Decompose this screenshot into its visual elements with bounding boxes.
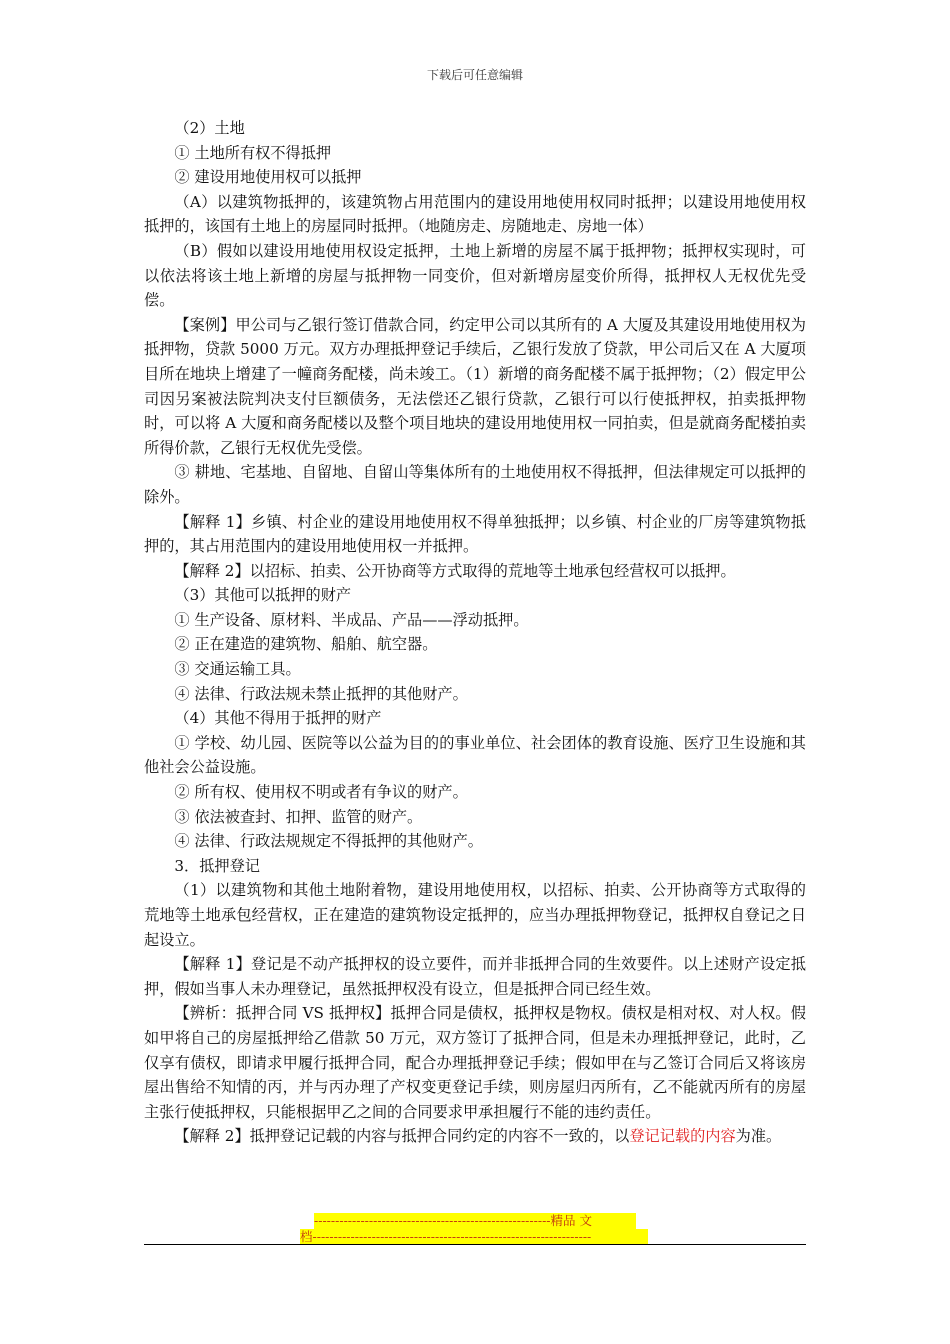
paragraph: ② 建设用地使用权可以抵押 [174, 168, 362, 187]
text-run: 为准。 [735, 1127, 782, 1146]
paragraph: ① 生产设备、原材料、半成品、产品——浮动抵押。 [174, 610, 529, 629]
paragraph: ① 土地所有权不得抵押 [174, 143, 332, 162]
footer-line-1: --------------------------------------------------------精品 文 [314, 1213, 636, 1229]
paragraph: （1）以建筑物和其他土地附着物，建设用地使用权，以招标、拍卖、公开协商等方式取得的荒地等土地承包经营权，正在建造的建筑物设定抵押的，应当办理抵押物登记，抵押权自登记之日起设立。 [144, 881, 806, 949]
paragraph: （A）以建筑物抵押的，该建筑物占用范围内的建设用地使用权同时抵押；以建设用地使用权抵押的，该国有土地上的房屋同时抵押。（地随房走、房随地走、房地一体） [144, 192, 806, 236]
paragraph: ③ 依法被查封、扣押、监管的财产。 [174, 807, 423, 826]
paragraph: ② 正在建造的建筑物、船舶、航空器。 [174, 635, 438, 654]
footer-rule [144, 1244, 806, 1245]
page-header: 下载后可任意编辑 [426, 68, 523, 82]
explanation-paragraph: 【解释 1】登记是不动产抵押权的设立要件，而并非抵押合同的生效要件。以上述财产设定抵押，假如当事人未办理登记，虽然抵押权没有设立，但是抵押合同已经生效。 [144, 955, 806, 998]
explanation-paragraph-last [144, 1124, 806, 1149]
paragraph: ④ 法律、行政法规规定不得抵押的其他财产。 [174, 832, 483, 851]
paragraph: ① 学校、幼儿园、医院等以公益为目的的事业单位、社会团体的教育设施、医疗卫生设施和其他社会公益设施。 [144, 733, 806, 777]
paragraph: （3）其他可以抵押的财产 [174, 586, 352, 605]
footer-watermark [300, 1213, 650, 1245]
document-body [144, 116, 806, 1149]
paragraph: （2）土地 [174, 119, 245, 137]
section-heading: 3．抵押登记 [174, 856, 260, 875]
explanation-paragraph: 【解释 1】乡镇、村企业的建设用地使用权不得单独抵押；以乡镇、村企业的厂房等建筑物抵押的，其占用范围内的建设用地使用权一并抵押。 [144, 512, 806, 556]
text-run: 【解释 2】抵押登记记载的内容与抵押合同约定的内容不一致的，以 [174, 1127, 630, 1146]
paragraph: ③ 耕地、宅基地、自留地、自留山等集体所有的土地使用权不得抵押，但法律规定可以抵押的除外。 [144, 463, 806, 506]
paragraph: （4）其他不得用于抵押的财产 [174, 709, 382, 728]
explanation-paragraph: 【解释 2】以招标、拍卖、公开协商等方式取得的荒地等土地承包经营权可以抵押。 [174, 561, 736, 580]
highlighted-text: 登记记载的内容 [629, 1127, 736, 1146]
paragraph: ② 所有权、使用权不明或者有争议的财产。 [174, 783, 468, 802]
footer-line-2: 档------------------------------------------------------------------ [300, 1229, 648, 1245]
analysis-paragraph: 【辨析：抵押合同 VS 抵押权】抵押合同是债权，抵押权是物权。债权是相对权、对人权。假如甲将自己的房屋抵押给乙借款 50 万元，双方签订了抵押合同，但是未办理抵押登记，此时，乙仅享有债权，即请求甲履行抵押合同，配合办理抵押登记手续；假如甲在与乙签订合同后又将该房屋出售给不知情的丙，并与丙办理了产权变更登记手续，则房屋归丙所有，乙不能就丙所有的房屋主张行使抵押权，只能根据甲乙之间的合同要求甲承担履行不能的违约责任。 [144, 1004, 806, 1121]
paragraph: ④ 法律、行政法规未禁止抵押的其他财产。 [174, 684, 468, 703]
case-paragraph: 【案例】甲公司与乙银行签订借款合同，约定甲公司以其所有的 A 大厦及其建设用地使用权为抵押物，贷款 5000 万元。双方办理抵押登记手续后，乙银行发放了贷款，甲公司后又在 A 大厦项目所在地块上增建了一幢商务配楼，尚未竣工。（1）新增的商务配楼不属于抵押物；（2）假定甲公司因另案被法院判决支付巨额债务，无法偿还乙银行贷款，乙银行可以行使抵押权，拍卖抵押物时，可以将 A 大厦和商务配楼以及整个项目地块的建设用地使用权一同拍卖，但是就商务配楼拍卖所得价款，乙银行无权优先受偿。 [144, 315, 806, 457]
paragraph: （B）假如以建设用地使用权设定抵押，土地上新增的房屋不属于抵押物；抵押权实现时，可以依法将该土地上新增的房屋与抵押物一同变价，但对新增房屋变价所得，抵押权人无权优先受偿。 [144, 241, 806, 310]
paragraph: ③ 交通运输工具。 [174, 660, 301, 679]
